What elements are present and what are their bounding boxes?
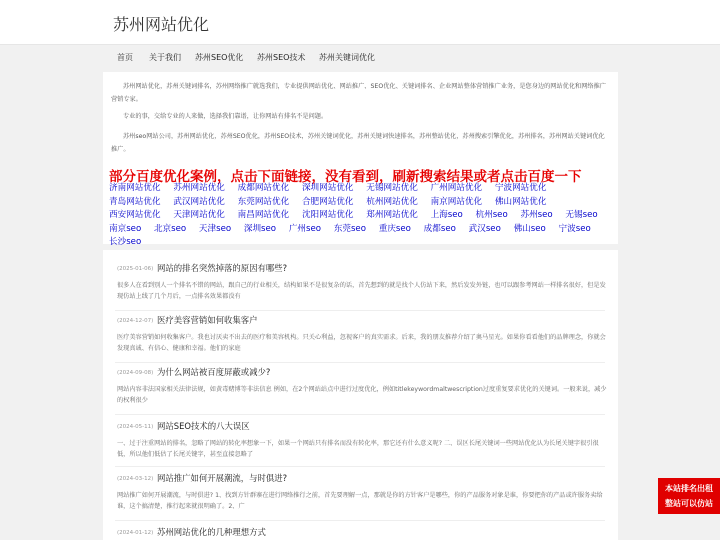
case-link[interactable]: 长沙seo (109, 237, 142, 247)
case-link[interactable]: 天津网站优化 (173, 210, 225, 220)
site-title[interactable]: 苏州网站优化 (113, 15, 210, 34)
case-link[interactable]: 广州seo (288, 223, 322, 234)
site-header (0, 0, 720, 45)
case-link[interactable]: 北京seo (153, 223, 187, 234)
badge-line-2: 整站可以仿站 (665, 499, 713, 508)
article-list (103, 250, 618, 540)
article-title[interactable]: 医疗美容营销如何收集客户 (157, 315, 258, 325)
case-link[interactable]: 郑州网站优化 (366, 210, 418, 220)
case-link[interactable]: 深圳seo (243, 223, 277, 234)
article-item (115, 314, 605, 363)
case-link[interactable]: 上海seo (430, 210, 463, 220)
intro-paragraph-1: 苏州网站优化，苏州关键词排名，苏州网络推广就选我们，专业提供网站优化、网站推广、SEO优化、关键词排名、企业网站整体营销推广业务，是您身边的网站优化和网络推广营销专家。 (111, 83, 606, 103)
article-item (115, 526, 605, 540)
nav-home[interactable]: 首页 (117, 53, 133, 62)
case-link[interactable]: 济南网站优化 (109, 183, 161, 193)
case-link[interactable]: 合肥网站优化 (301, 196, 354, 207)
article-item (115, 420, 605, 467)
case-link[interactable]: 西安网站优化 (109, 210, 161, 220)
article-title[interactable]: 苏州网站优化的几种理想方式 (157, 527, 266, 537)
nav-about[interactable]: 关于我们 (149, 53, 181, 62)
intro-panel (103, 72, 618, 247)
case-link[interactable]: 杭州网站优化 (366, 196, 418, 207)
article-excerpt: 医疗美容营销如何收集客户。我也讨厌卖不出去的医疗和美容机构。只关心利益，忽视客户的真实需求。后来，我的朋友推荐介绍了奥马星光。如果你看看他们的品牌理念，你就会发现真诚、有信心、健康和幸福。他们的家庭 (117, 334, 606, 352)
case-link[interactable]: 佛山seo (513, 223, 546, 234)
case-link[interactable]: 无锡seo (565, 210, 598, 220)
case-link[interactable]: 佛山网站优化 (494, 196, 547, 207)
case-link[interactable]: 苏州网站优化 (173, 183, 225, 193)
case-link[interactable]: 成都seo (423, 223, 456, 234)
case-link[interactable]: 东莞网站优化 (237, 196, 290, 207)
case-link[interactable]: 无锡网站优化 (366, 183, 418, 193)
article-date: (2024-05-11) (117, 424, 154, 430)
rent-ranking-badge[interactable] (658, 478, 720, 514)
intro-paragraph-2: 专业的事，交给专业的人来做，选择我们靠谱，让你网站有排名不是问题。 (123, 113, 328, 120)
main-nav (0, 45, 720, 71)
article-date: (2025-01-06) (117, 266, 154, 272)
case-link[interactable]: 重庆seo (378, 223, 411, 234)
article-title[interactable]: 为什么网站被百度屏蔽或减少? (157, 367, 271, 377)
article-date: (2024-09-08) (117, 370, 154, 376)
case-link[interactable]: 苏州seo (520, 210, 553, 220)
article-title[interactable]: 网站的排名突然掉落的原因有哪些? (157, 263, 288, 273)
badge-line-1: 本站排名出租 (665, 484, 713, 493)
article-date: (2024-03-12) (117, 476, 154, 482)
article-date: (2024-01-12) (117, 530, 154, 536)
article-excerpt: 一、过于注重网站的排名，忽略了网站的转化率想象一下，如果一个网站只有排名而没有转化率，那它还有什么意义呢? 二、误区长尾关键词一些网站优化认为长尾关键字很引很低，所以他们低估了长尾关键字，甚至直接忽略了 (117, 440, 599, 458)
case-link[interactable]: 天津seo (198, 223, 232, 234)
case-link[interactable]: 杭州seo (475, 210, 508, 220)
article-title[interactable]: 网站推广如何开展潮流，与时俱进? (157, 473, 288, 483)
article-excerpt: 网站推广如何开展潮流，与时俱进? 1、找到方针群寨在进行网络推行之前，首先要理解一点，那就是你的方针客户是哪些，你的产品服务对象是谁，你要把你的产品或许服务卖给谁，这个搞清楚，推行起来就很明确了。2、广 (117, 492, 603, 510)
case-link[interactable]: 南京seo (109, 223, 142, 234)
nav-seo-optimization[interactable]: 苏州SEO优化 (195, 53, 244, 62)
nav-keyword-optimization[interactable]: 苏州关键词优化 (319, 53, 375, 62)
case-link[interactable]: 宁波seo (558, 223, 591, 234)
case-link[interactable]: 广州网站优化 (430, 183, 483, 193)
case-headline: 部分百度优化案例，点击下面链接，没有看到，刷新搜索结果或者点击百度一下 (109, 169, 582, 185)
article-item (115, 472, 605, 521)
case-link[interactable]: 深圳网站优化 (301, 183, 354, 193)
case-link[interactable]: 武汉网站优化 (173, 196, 225, 207)
intro-paragraph-3: 苏州seo网站公司，苏州网站优化，苏州SEO优化，苏州SEO技术，苏州关键词优化，苏州关键词快速排名，苏州整站优化，苏州搜索引擎优化，苏州排名，苏州网站关键词优化推广。 (111, 133, 605, 153)
case-links (109, 182, 611, 250)
case-link[interactable]: 南京网站优化 (430, 196, 483, 207)
article-item (115, 262, 605, 311)
case-link[interactable]: 青岛网站优化 (109, 196, 161, 207)
article-excerpt: 网站内容非法国家相关法律法规，如黄毒赌博等非法信息 例如，在2个网站站点中进行过度优化，例如titlekeywordmaltwescription过度重复要求优化的关键词。一般来说，减少的权利很少 (117, 386, 607, 404)
article-item (115, 366, 605, 415)
case-link[interactable]: 南昌网站优化 (237, 210, 290, 220)
case-link[interactable]: 宁波网站优化 (494, 183, 547, 193)
case-link[interactable]: 武汉seo (468, 223, 501, 234)
case-link[interactable]: 东莞seo (333, 223, 366, 234)
article-excerpt: 很多人在看到别人一个排名不错的网站，跟自己的行业相关，结构如果不是很复杂的话，首先想到的就是找个人仿站下来，然后发发外链，也可以跟参考网站一样排名很好，但是发现仿站上线了几个月后，一点排名效果都没有 (117, 282, 606, 300)
article-date: (2024-12-07) (117, 318, 154, 324)
nav-seo-tech[interactable]: 苏州SEO技术 (257, 53, 306, 62)
case-link[interactable]: 成都网站优化 (237, 183, 290, 193)
case-link[interactable]: 沈阳网站优化 (301, 210, 354, 220)
article-title[interactable]: 网站SEO技术的八大误区 (157, 421, 250, 431)
